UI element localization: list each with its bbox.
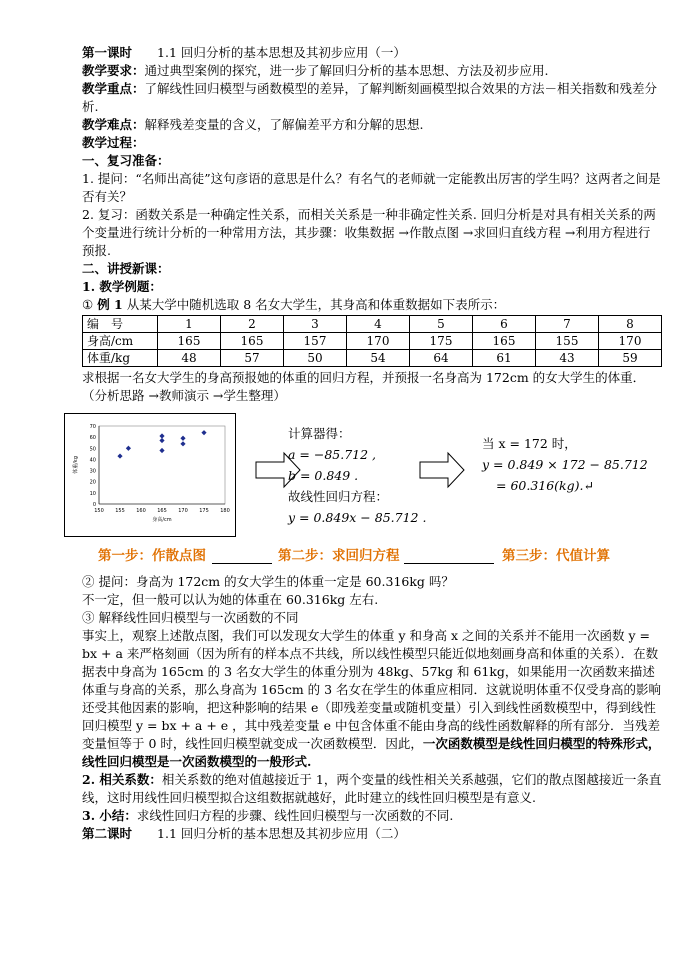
x-tick-label: 160 — [136, 508, 146, 514]
task-text: 求根据一名女大学生的身高预报她的体重的回归方程，并预报一名身高为 172cm 的女大学生的体重．（分析思路 →教师演示 →学生整理） — [82, 370, 646, 403]
calc-eq: y = 0.849x − 85.712 . — [288, 510, 427, 525]
lesson1-title: 1.1 回归分析的基本思想及其初步应用（一） — [157, 45, 406, 60]
table-cell: 155 — [536, 333, 599, 350]
table-cell: 50 — [284, 350, 347, 367]
table-row-header: 体重/kg — [83, 350, 158, 367]
table-row — [83, 333, 662, 350]
explanation-text: 事实上，观察上述散点图，我们可以发现女大学生的体重 y 和身高 x 之间的关系并不能用一次函数 y = bx + a 来严格刻画（因为所有的样本点不共线，所以线性模型只能近似地刻画身高和体重的关系）．在数据表中身高为 165cm 的 3 名女大学生的体重分别为 48kg、57kg 和 61kg，如果能用一次函数来描述体重与身高的关系，那么身高为 165cm 的 3 名女在学生的体重应相同．这就说明体重不仅受身高的影响还受其他因素的影响，把这种影响的结果 e（即残差变量或随机变量）引入到线性函数模型中，得到线性回归模型 y = bx + a + e ，其中残差变量 e 中包含体重不能由身高的线性函数解释的所有部分．当残差变量恒等于 0 时，线性回归模型就变成一次函数模型．因此， — [82, 628, 662, 751]
requirements-text: 通过典型案例的探究，进一步了解回归分析的基本思想、方法及初步应用. — [144, 63, 549, 78]
difficulties-label: 教学难点： — [82, 117, 145, 132]
example1-label: 例 1 — [97, 297, 123, 312]
correlation-label: 2. 相关系数： — [82, 772, 162, 787]
table-row — [83, 350, 662, 367]
table-cell: 3 — [284, 316, 347, 333]
table-cell: 170 — [347, 333, 410, 350]
keypoints — [82, 80, 662, 116]
x-tick-label: 175 — [199, 508, 209, 514]
y-axis-label: 体重/kg — [73, 456, 79, 474]
y-tick-label: 50 — [89, 446, 96, 453]
lesson2-title: 1.1 回归分析的基本思想及其初步应用（二） — [157, 826, 406, 841]
solution-figure — [73, 413, 662, 573]
explanation-paragraph — [82, 627, 662, 771]
question-2: ② 提问：身高为 172cm 的女大学生的体重一定是 60.316kg 吗？ — [82, 574, 454, 589]
requirements-label: 教学要求： — [82, 63, 145, 78]
teach-examples: 1. 教学例题： — [82, 279, 162, 294]
table-cell: 54 — [347, 350, 410, 367]
requirements — [82, 62, 662, 80]
lesson1-heading — [82, 44, 662, 62]
x-axis-label: 身高/cm — [152, 517, 172, 523]
y-tick-label: 10 — [89, 490, 96, 497]
y-tick-label: 20 — [89, 479, 96, 486]
y-tick-label: 30 — [89, 468, 96, 475]
scatter-plot — [65, 414, 235, 536]
example1-text: 从某大学中随机选取 8 名女大学生，其身高和体重数据如下表所示： — [126, 297, 506, 312]
example1-prefix: ① — [82, 297, 94, 312]
y-tick-label: 60 — [89, 435, 96, 442]
x-tick-label: 165 — [157, 508, 167, 514]
lesson2-label: 第二课时 — [82, 826, 133, 841]
table-cell: 64 — [410, 350, 473, 367]
calc-a: a = −85.712 , — [288, 447, 377, 462]
calc-title: 计算器得： — [288, 426, 351, 441]
table-cell: 1 — [158, 316, 221, 333]
right-arrow-icon — [418, 451, 466, 489]
question-1: 1. 提问：“名师出高徒”这句彦语的意思是什么？有名气的老师就一定能教出厉害的学生吗？这两者之间是否有关？ — [82, 171, 661, 204]
table-cell: 57 — [221, 350, 284, 367]
x-tick-label: 180 — [220, 508, 230, 514]
table-cell: 165 — [221, 333, 284, 350]
difficulties-text: 解释残差变量的含义，了解偏差平方和分解的思想. — [144, 117, 424, 132]
table-cell: 175 — [410, 333, 473, 350]
x-tick-label: 170 — [178, 508, 188, 514]
table-cell: 157 — [284, 333, 347, 350]
table-row-header: 身高/cm — [83, 333, 158, 350]
document-page — [73, 44, 662, 843]
summary — [82, 807, 662, 825]
section2-title: 二、讲授新课： — [82, 261, 170, 276]
y-tick-label: 40 — [89, 457, 96, 464]
table-cell: 61 — [473, 350, 536, 367]
answer-2: 不一定，但一般可以认为她的体重在 60.316kg 左右. — [82, 592, 379, 607]
explanation-bold: 一次函数模型是线性回归模型的特殊形式，线性回归模型是一次函数模型的一般形式. — [82, 736, 661, 769]
scatter-plot-frame — [64, 413, 236, 537]
table-cell: 8 — [599, 316, 662, 333]
summary-text: 求线性回归方程的步骤、线性回归模型与一次函数的不同. — [136, 808, 454, 823]
table-cell: 5 — [410, 316, 473, 333]
section1-title: 一、复习准备： — [82, 153, 170, 168]
correlation-text: 相关系数的绝对值越接近于 1，两个变量的线性相关关系越强，它们的散点图越接近一条直线，这时用线性回归模型拟合这组数据就越好，此时建立的线性回归模型是有意义. — [82, 772, 662, 805]
calc-eq-title: 故线性回归方程： — [288, 489, 389, 504]
keypoints-text: 了解线性回归模型与函数模型的差异，了解判断刻画模型拟合效果的方法－相关指数和残差分析. — [82, 81, 658, 114]
table-cell: 165 — [158, 333, 221, 350]
data-table — [82, 315, 662, 367]
lesson2-heading — [82, 825, 662, 843]
table-cell: 4 — [347, 316, 410, 333]
x-tick-label: 150 — [94, 508, 104, 514]
calc2-line1: y = 0.849 × 172 − 85.712 — [482, 457, 648, 472]
example1 — [82, 296, 662, 314]
step-3: 第三步：代值计算 — [502, 548, 610, 564]
table-cell: 43 — [536, 350, 599, 367]
table-cell: 170 — [599, 333, 662, 350]
step-arrow — [404, 563, 494, 564]
keypoints-label: 教学重点： — [82, 81, 145, 96]
table-cell: 2 — [221, 316, 284, 333]
summary-label: 3. 小结： — [82, 808, 137, 823]
steps-row — [82, 547, 662, 569]
y-tick-label: 70 — [89, 424, 96, 430]
step-arrow — [212, 563, 272, 564]
table-cell: 165 — [473, 333, 536, 350]
lesson1-label: 第一课时 — [82, 45, 133, 60]
x-tick-label: 155 — [115, 508, 125, 514]
step-2: 第二步：求回归方程 — [278, 548, 400, 564]
calc-b: b = 0.849 . — [288, 468, 359, 483]
correlation — [82, 771, 662, 807]
table-cell: 6 — [473, 316, 536, 333]
difficulties — [82, 116, 662, 134]
substitution-result — [482, 433, 662, 496]
calculator-result — [288, 423, 428, 528]
table-row — [83, 316, 662, 333]
calc2-when: 当 x = 172 时， — [482, 436, 577, 451]
table-cell: 7 — [536, 316, 599, 333]
calc2-line2: = 60.316(kg).↵ — [496, 478, 594, 493]
review-2: 2. 复习：函数关系是一种确定性关系，而相关关系是一种非确定性关系. 回归分析是对具有相关关系的两个变量进行统计分析的一种常用方法，其步骤：收集数据 →作散点图 →求回归直线方程 →利用方程进行预报. — [82, 207, 656, 258]
table-cell: 59 — [599, 350, 662, 367]
question-3: ③ 解释线性回归模型与一次函数的不同 — [82, 610, 299, 625]
table-row-header: 编 号 — [83, 316, 158, 333]
y-tick-label: 0 — [92, 502, 96, 508]
table-cell: 48 — [158, 350, 221, 367]
step-1: 第一步：作散点图 — [98, 548, 206, 564]
process-label: 教学过程： — [82, 135, 145, 150]
